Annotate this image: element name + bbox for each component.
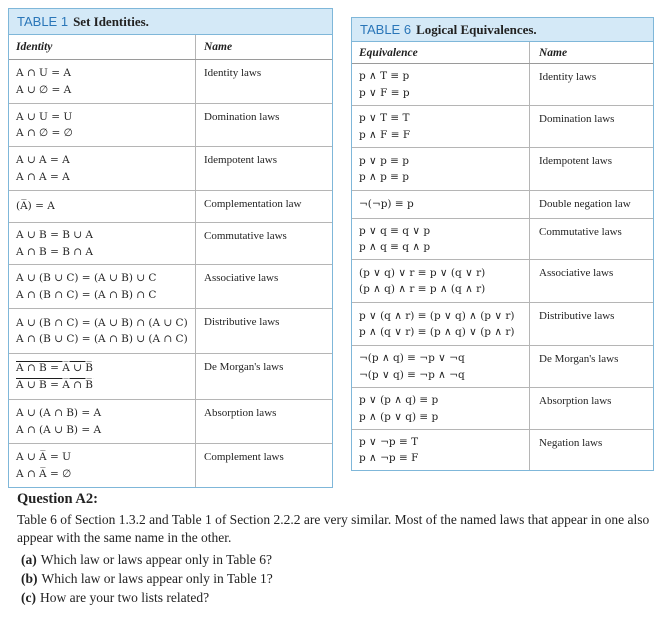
table-6-logical-equivalences [351,17,654,471]
table-6-title [352,18,653,42]
table-6-col-name: Name [539,46,568,59]
table-row [352,64,653,106]
identity-line: A ∪ U = U [16,110,73,123]
equivalence-line: ¬(¬p) ≡ p [359,198,414,211]
equivalence-line: (p ∨ q) ∨ r ≡ p ∨ (q ∨ r) [359,266,486,279]
law-name: Complement laws [204,451,284,463]
equivalence-line: p ∨ p ≡ p [359,154,409,167]
table-1-title [9,9,332,35]
equivalence-line: (p ∧ q) ∧ r ≡ p ∧ (q ∧ r) [359,283,486,295]
identity-line: A ∩ A = A [16,170,70,183]
question-part-b [21,569,662,588]
table-row [352,219,653,260]
identity-line: A ∪ (A ∩ B) = A [16,407,102,419]
law-name: Complementation law [204,198,302,210]
part-text: Which law or laws appear only in Table 1? [41,571,273,586]
table-row [352,430,653,470]
equivalence-line: p ∨ (q ∧ r) ≡ (p ∨ q) ∧ (p ∨ r) [359,309,515,322]
table-row [352,388,653,430]
table-6-col-equivalence: Equivalence [352,42,530,63]
identity-line: A ∪ (B ∪ C) = (A ∪ B) ∪ C [16,272,157,284]
question-part-c [21,588,662,607]
table-row [9,400,332,444]
law-name: Absorption laws [204,407,277,419]
equivalence-line: p ∧ ¬p ≡ F [359,452,419,464]
part-label: (b) [21,571,38,586]
question-part-a [21,550,662,569]
table-row [9,354,332,400]
identity-line: A ∩ A̅ = ∅ [16,467,72,480]
identity-line: A ∩ B = A̅ ∪ B̅ [16,362,94,374]
table-row [352,106,653,148]
equivalence-line: p ∨ q ≡ q ∨ p [359,224,431,237]
law-name: Commutative laws [204,230,287,242]
law-name: Associative laws [204,272,279,284]
law-name: Distributive laws [539,310,615,322]
part-label: (c) [21,590,36,605]
table-6-header [352,42,653,64]
part-text: How are your two lists related? [39,590,210,605]
equivalence-line: p ∧ T ≡ p [359,70,410,82]
question-title: Question A2: [17,491,98,507]
equivalence-line: p ∧ (q ∨ r) ≡ (p ∧ q) ∨ (p ∧ r) [359,326,515,338]
law-name: Domination laws [204,111,280,123]
part-text: Which law or laws appear only in Table 6? [40,552,272,567]
law-name: Double negation law [539,198,631,210]
law-name: De Morgan's laws [204,361,284,373]
identity-line: (A̅) = A [16,200,55,213]
identity-line: A ∩ (B ∪ C) = (A ∩ B) ∪ (A ∩ C) [16,333,188,345]
identity-line: A ∪ B = A̅ ∩ B̅ [16,378,94,391]
table-1-header [9,35,332,60]
law-name: Commutative laws [539,226,622,238]
table-1-set-identities [8,8,333,488]
question-block [17,490,662,607]
table-1-col-name: Name [204,41,233,53]
identity-line: A ∩ (A ∪ B) = A [16,423,102,436]
equivalence-line: p ∨ F ≡ p [359,86,410,99]
table-1-col-identity: Identity [9,35,196,59]
law-name: Absorption laws [539,395,612,407]
table-row [9,223,332,265]
table-row [9,265,332,309]
table-row [9,191,332,223]
table-1-label: TABLE 1 [17,14,69,29]
table-row [9,60,332,104]
table-row [352,148,653,191]
table-6-label: TABLE 6 [360,22,412,37]
table-row [352,303,653,346]
identity-line: A ∪ A = A [16,154,70,166]
table-row [352,260,653,303]
equivalence-line: p ∧ p ≡ p [359,171,409,183]
identity-line: A ∩ B = B ∩ A [16,245,94,258]
question-body: Table 6 of Section 1.3.2 and Table 1 of Section 2.2.2 are very similar. Most of the named laws that appear in one also appear with the same name in the other. [17,512,650,545]
law-name: Identity laws [539,71,597,83]
table-row [9,104,332,147]
table-row [352,346,653,388]
equivalence-line: p ∨ T ≡ T [359,112,410,124]
identity-line: A ∪ ∅ = A [16,83,72,96]
identity-line: A ∪ (B ∩ C) = (A ∪ B) ∩ (A ∪ C) [16,316,188,329]
identity-line: A ∪ A̅ = U [16,451,71,463]
identity-line: A ∩ ∅ = ∅ [16,127,73,139]
equivalence-line: ¬(p ∨ q) ≡ ¬p ∧ ¬q [359,368,465,381]
table-6-caption: Logical Equivalences. [416,21,537,37]
law-name: Identity laws [204,67,262,79]
equivalence-line: ¬(p ∧ q) ≡ ¬p ∨ ¬q [359,352,465,364]
equivalence-line: p ∧ (p ∨ q) ≡ p [359,410,439,423]
equivalence-line: p ∧ q ≡ q ∧ p [359,241,431,253]
law-name: Idempotent laws [539,155,613,167]
law-name: Distributive laws [204,316,280,328]
table-1-caption: Set Identities. [73,13,149,29]
table-row [352,191,653,219]
table-row [9,147,332,191]
law-name: De Morgan's laws [539,353,619,365]
law-name: Domination laws [539,113,615,125]
part-label: (a) [21,552,37,567]
identity-line: A ∩ (B ∩ C) = (A ∩ B) ∩ C [16,288,157,301]
equivalence-line: p ∧ F ≡ F [359,128,411,141]
equivalence-line: p ∨ (p ∧ q) ≡ p [359,394,439,406]
law-name: Negation laws [539,437,603,449]
law-name: Associative laws [539,267,614,279]
equivalence-line: p ∨ ¬p ≡ T [359,435,419,448]
identity-line: A ∪ B = B ∪ A [16,229,94,241]
table-row [9,444,332,487]
identity-line: A ∩ U = A [16,67,71,79]
law-name: Idempotent laws [204,154,278,166]
table-row [9,309,332,354]
